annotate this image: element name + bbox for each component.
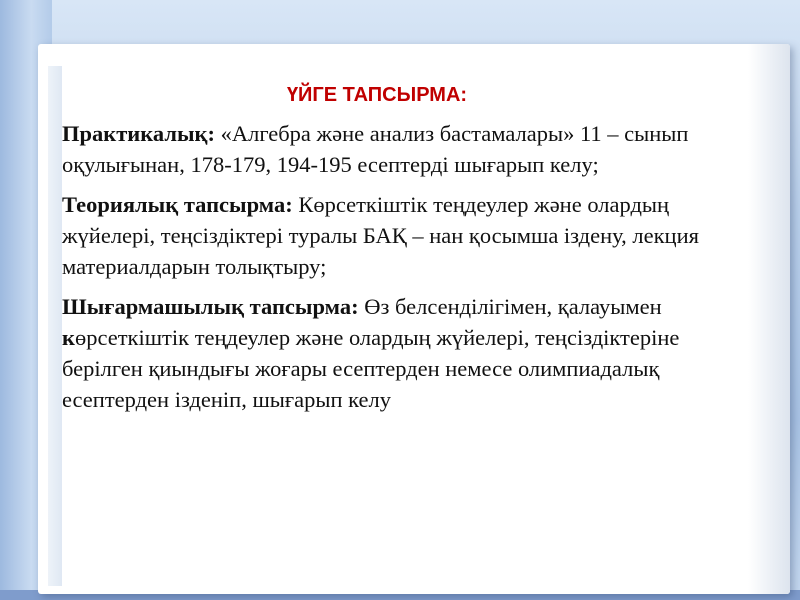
creative-task-label: Шығармашылық тапсырма: <box>62 294 359 319</box>
practical-task-text: «Алгебра және анализ бастамалары» 11 – сынып оқулығынан, 178-179, 194-195 есептерді шығарып келу; <box>62 121 689 177</box>
slide-title: ҮЙГЕ ТАПСЫРМА: <box>286 84 468 106</box>
creative-task-paragraph <box>62 291 752 415</box>
practical-task-paragraph <box>62 118 752 180</box>
panel-right-shade <box>748 44 790 594</box>
panel-left-stripe <box>48 66 62 586</box>
creative-task-text-before: Өз белсенділігімен, қалауымен <box>358 294 662 319</box>
creative-task-text-after: өрсеткіштік теңдеулер және олардың жүйелері, теңсіздіктеріне берілген қиындығы жоғары есептерден немесе олимпиадалық есептерден ізденіп, шығарып келу <box>62 325 680 412</box>
theoretical-task-paragraph <box>62 189 752 282</box>
theoretical-task-text: Көрсеткіштік теңдеулер және олардың жүйелері, теңсіздіктері туралы БАҚ – нан қосымша іздену, лекция материалдарын толықтыру; <box>62 192 699 279</box>
creative-task-bold-fragment: к <box>62 325 75 350</box>
theoretical-task-label: Теориялық тапсырма: <box>62 192 293 217</box>
practical-task-label: Практикалық: <box>62 121 215 146</box>
slide-content <box>62 80 752 424</box>
